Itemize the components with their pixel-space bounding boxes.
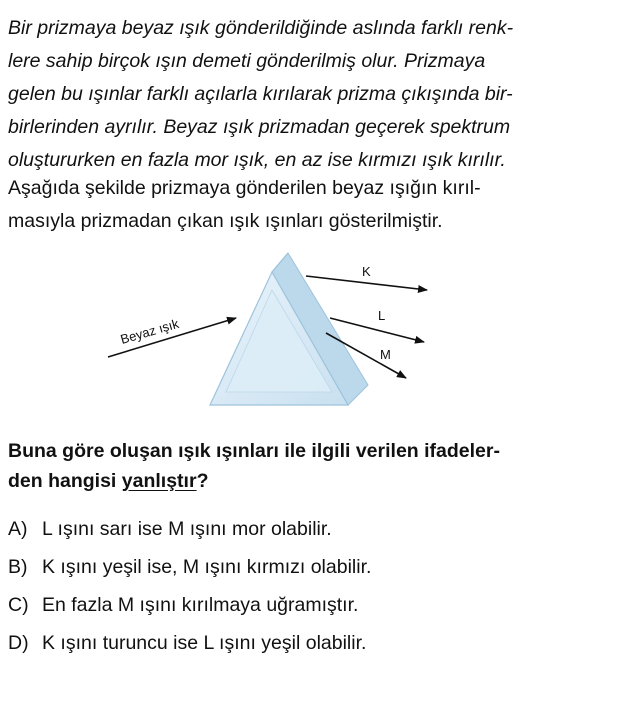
lead-line: masıyla prizmadan çıkan ışık ışınları gösterilmiştir. [8,210,443,232]
question-line: Buna göre oluşan ışık ışınları ile ilgili verilen ifadeler- [8,440,500,462]
question-emphasis: yanlıştır [121,470,197,492]
prism-figure [100,248,430,418]
intro-line: gelen bu ışınlar farklı açılarla kırılarak prizma çıkışında bir- [8,83,513,105]
question-prefix: den hangisi [8,470,122,492]
option-letter: B) [8,556,28,578]
option-text: K ışını turuncu ise L ışını yeşil olabilir. [42,632,367,654]
intro-line: birlerinden ayrılır. Beyaz ışık prizmadan geçerek spektrum [8,116,511,138]
lead-paragraph [8,172,614,238]
option-d[interactable] [8,628,614,666]
answer-options [8,514,614,666]
option-text: L ışını sarı ise M ışını mor olabilir. [42,518,332,540]
question-stem [8,436,614,496]
ray-l-label: L [378,308,386,323]
option-text: En fazla M ışını kırılmaya uğramıştır. [42,594,359,616]
question-line [8,466,614,496]
lead-line: Aşağıda şekilde prizmaya gönderilen beyaz ışığın kırıl- [8,177,481,199]
question-suffix: ? [196,470,209,492]
option-c[interactable] [8,590,614,628]
incoming-ray-label: Beyaz ışık [118,315,181,347]
intro-line: Bir prizmaya beyaz ışık gönderildiğinde aslında farklı renk- [8,17,514,39]
option-letter: A) [8,518,28,540]
ray-k-label: K [362,264,371,279]
option-letter: D) [8,632,29,654]
option-a[interactable] [8,514,614,552]
option-text: K ışını yeşil ise, M ışını kırmızı olabilir. [42,556,372,578]
option-letter: C) [8,594,29,616]
intro-paragraph [8,12,614,177]
intro-line: oluştururken en fazla mor ışık, en az ise kırmızı ışık kırılır. [8,149,506,171]
ray-l [330,318,424,342]
option-b[interactable] [8,552,614,590]
ray-m-label: M [380,347,391,362]
prism-diagram [100,248,430,418]
intro-line: lere sahip birçok ışın demeti gönderilmiş olur. Prizmaya [8,50,486,72]
